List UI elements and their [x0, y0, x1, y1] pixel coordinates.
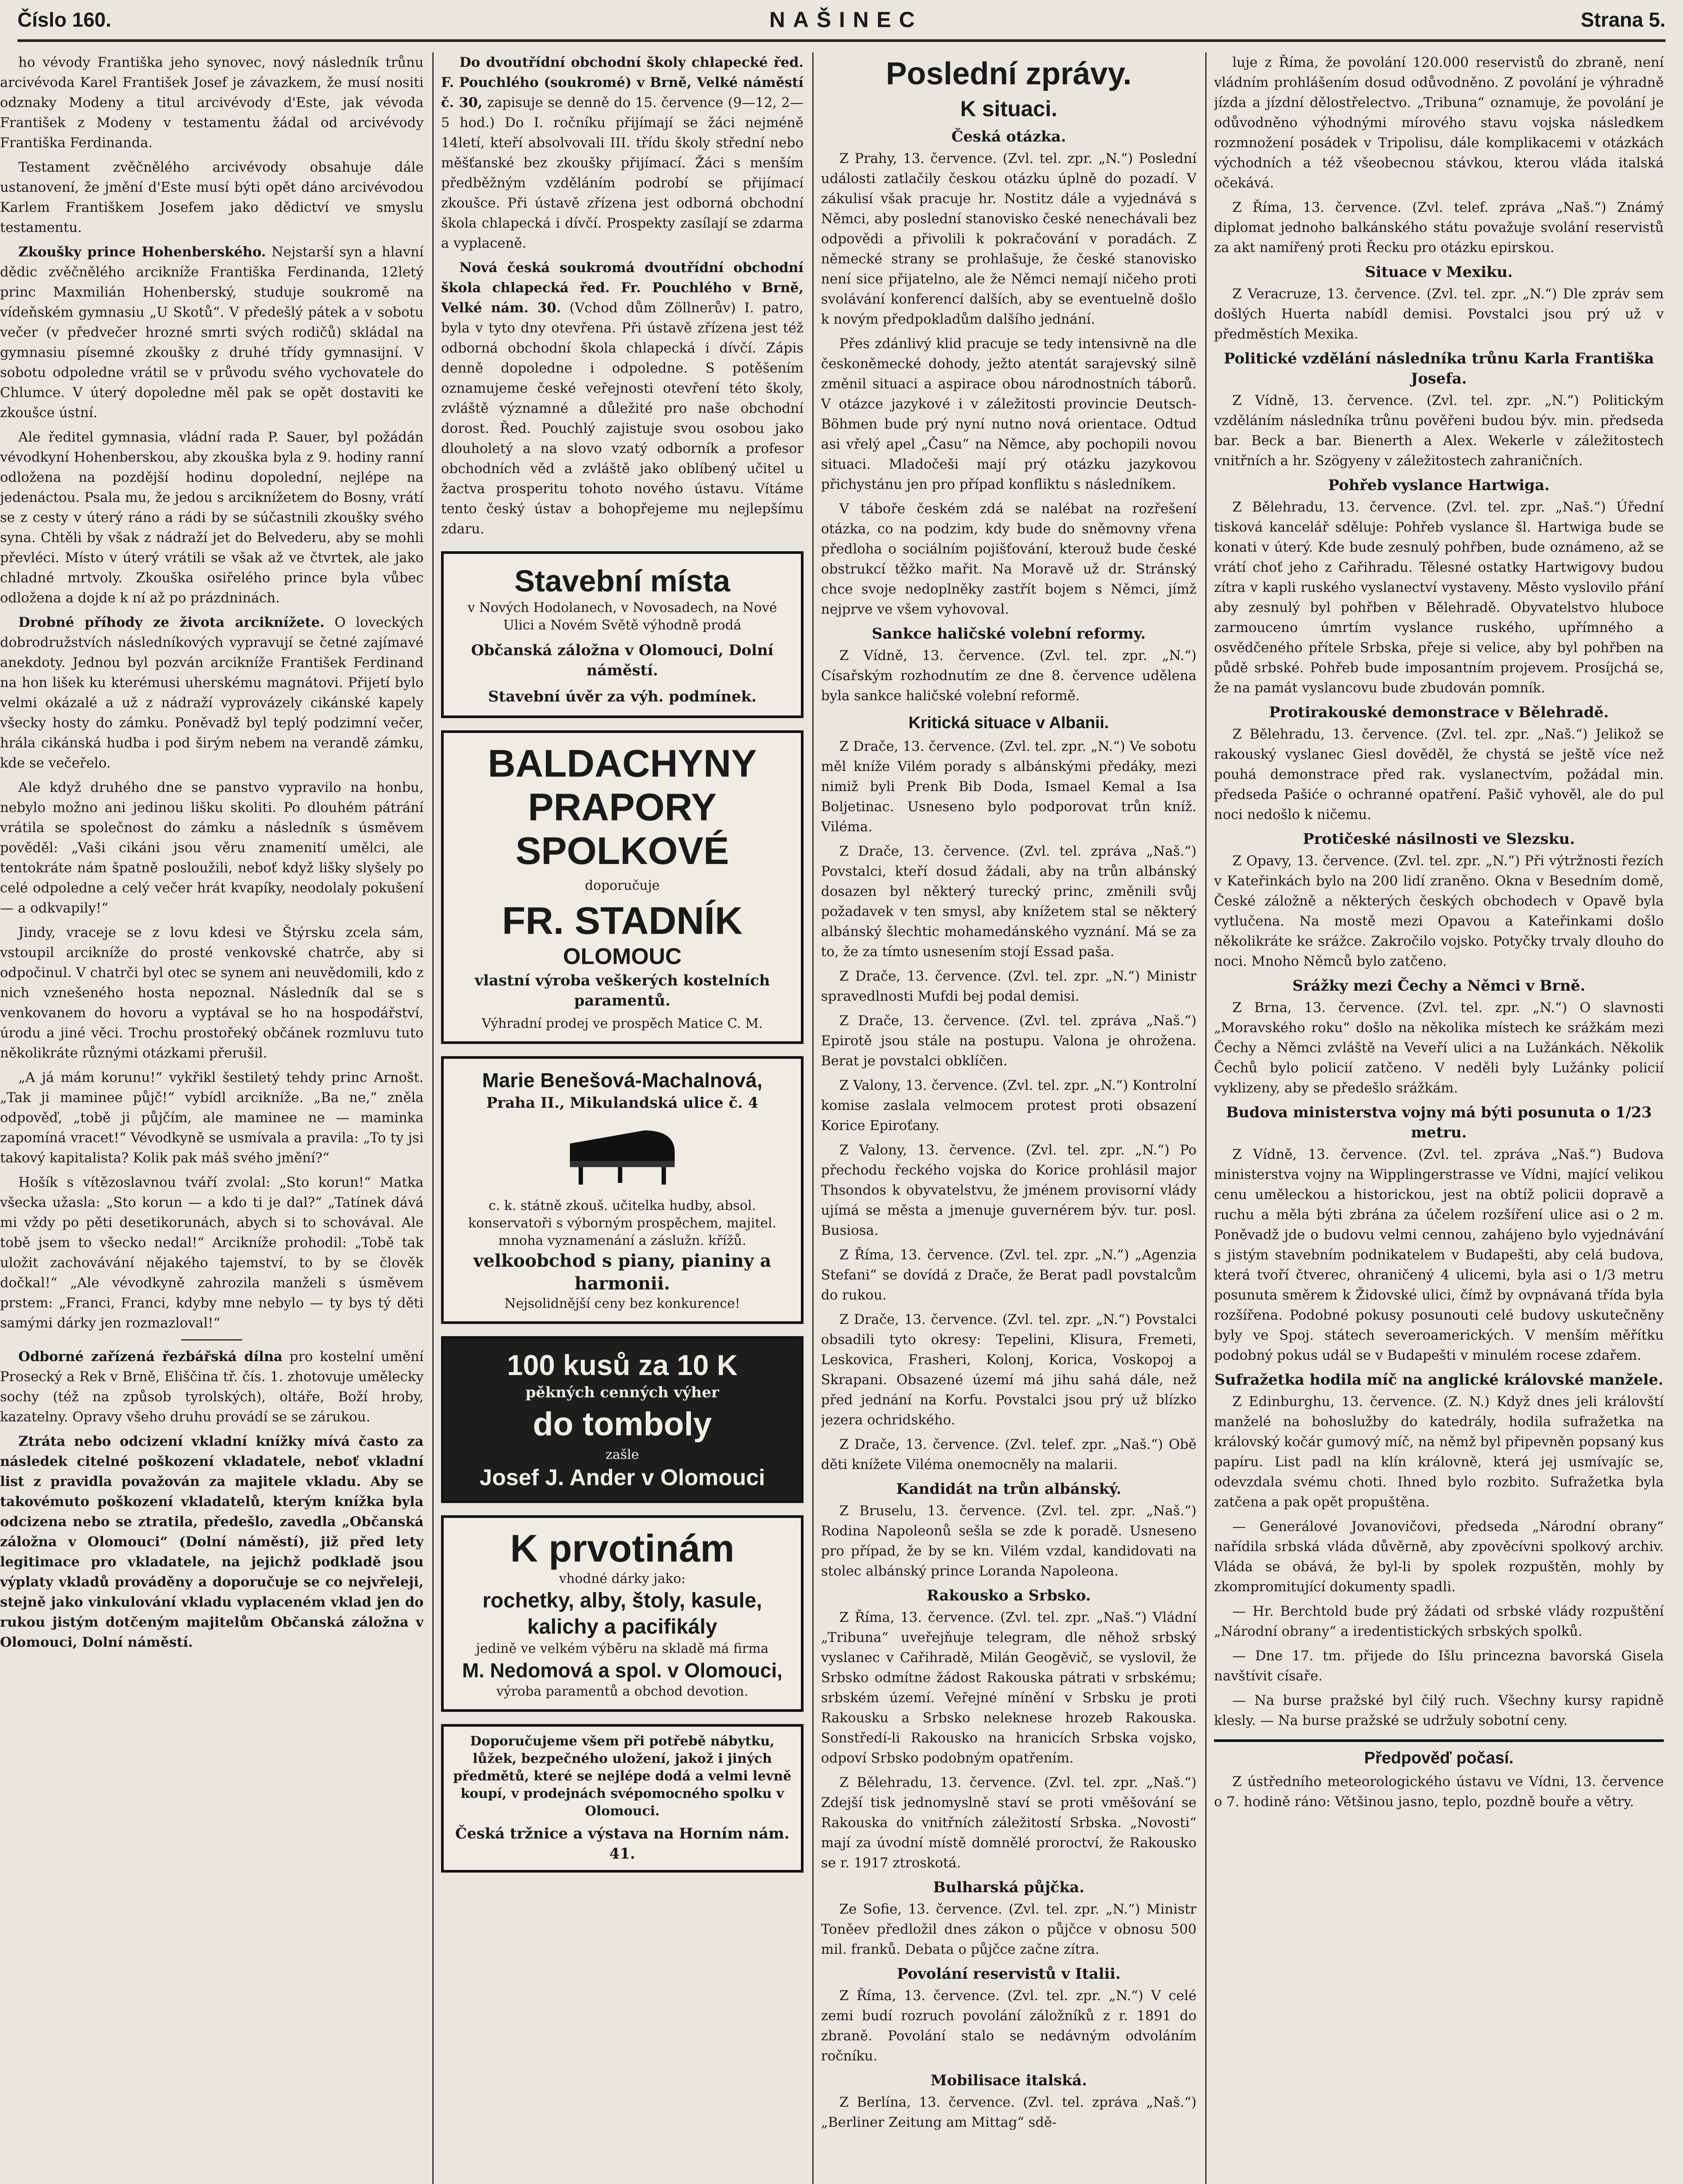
article-paragraph: Jindy, vraceje se z lovu kdesi ve Štýrsku zcela sám, vstoupil arcikníže do prosté venkovské chatrče, aby si odpočinul. V chatrči byl otec se synem ani neuvědomili, kdo z nich vznešeného hosta nepoznal. Následník dal se s venkovanem do hovoru a vyptával se ho na hospodářství, úrodu a jiné věci. Trochu prostořeký občánek rozmluvu tuto několikráte různými otázkami přerušil.	[0, 925, 424, 1061]
article-paragraph: Z Drače, 13. července. (Zvl. tel. zpr. „N.“) Ministr spravedlnosti Mufdi bej podal demisi.	[821, 968, 1197, 1004]
ad-title: Marie Benešová-Machalnová,	[482, 1069, 762, 1092]
ad-piano	[441, 1056, 804, 1324]
column-3	[821, 52, 1197, 2184]
article-heading: Sufražetka hodila míč na anglické královské manžele.	[1214, 1371, 1663, 1389]
ad-line: zašle	[605, 1447, 639, 1462]
article-paragraph: ho vévody Františka jeho synovec, nový následník trůnu arcivévoda Karel František Josef je závazkem, že musí nositi odznaky Modeny a titul arcivévody d'Este, jak vévoda František z Modeny v testamentu žádal od arcivévody Františka Ferdinanda.	[0, 55, 424, 151]
article-heading: Situace v Mexiku.	[1365, 263, 1513, 281]
article-paragraph: Ze Sofie, 13. července. (Zvl. tel. zpr. „N.“) Ministr Toněev předložil dnes zákon o půjčce v obnosu 500 mil. franků. Debata o půjčce začne zítra.	[821, 1901, 1197, 1957]
ad-line: SPOLKOVÉ	[515, 829, 729, 872]
article-heading: Kandidát na trůn albánský.	[896, 1480, 1121, 1498]
ad-firm: Česká tržnice a výstava na Horním nám. 41.	[455, 1825, 790, 1863]
article-paragraph: Z Říma, 13. července. (Zvl. telef. zpráva „Naš.“) Známý diplomat jednoho balkánského státu považuje svolání reservistů za akt namířený proti Řecku pro otázku epirskou.	[1214, 200, 1664, 256]
ad-stavebni-mista	[441, 551, 804, 718]
ad-footer: Výhradní prodej ve prospěch Matice C. M.	[482, 1016, 763, 1031]
article-paragraph: Z Drače, 13. července. (Zvl. tel. zpráva „Naš.“) Epirotě jsou stále na postupu. Valona je ohrožena. Berat je povstalci obklíčen.	[821, 1013, 1197, 1069]
article-paragraph: Z Prahy, 13. července. (Zvl. tel. zpr. „N.“) Poslední události zatlačily českou otázku úplně do pozadí. V zákulisí však pracuje hr. Nostitz dále a vyjednává s Němci, aby poslední stanovisko české nenechávali bez odpovědi a přivolili k pokračování v poradách. Z německé strany se prohlašuje, že české stanovisko není sice přijatelno, ale že Němci nemají ničeho proti svolávání konferencí dalších, aby se eventuelně došlo k novým předpokladům dalšího jednání.	[821, 151, 1197, 327]
separator	[181, 1339, 242, 1341]
article-heading: Kritická situace v Albanii.	[908, 714, 1109, 732]
article-paragraph: „A já mám korunu!“ vykřikl šestiletý tehdy princ Arnošt. „Tak ji maminee půjč!“ vybídl arcikníže. „Ba ne,“ zněla odpověď, „tobě ji půjčím, ale maminee ne — maminka zapomíná vracet!“ Vévodkyně se usmívala a pravila: „To ty jsi takový kapitalista? Kolik pak máš svého jmění?“	[0, 1070, 424, 1166]
article-paragraph: Z Bělehradu, 13. července. (Zvl. tel. zpr. „Naš.“) Zdejší tisk jednomyslně staví se proti vměšování se Rakouska do vnitřních záležitostí Srbska. „Novosti“ mají za úvodní místě domnělé proroctví, že Rakousko se r. 1917 ztroskotá.	[821, 1775, 1197, 1871]
ad-line: pěkných cenných výher	[525, 1384, 719, 1401]
article-paragraph: Z ústředního meteorologického ústavu ve Vídni, 13. července o 7. hodině ráno: Většinou jasno, teplo, pozdně bouře a větry.	[1214, 1774, 1664, 1810]
ad-title: K prvotinám	[510, 1527, 735, 1570]
column-4	[1214, 52, 1664, 2184]
notice-paragraph	[441, 258, 804, 539]
notice-text: zapisuje se denně do 15. července (9—12, 2—5 hod.) Do I. ročníku přijímají se žáci nejméně 14letí, kteří absolvovali III. třídu školy střední nebo měšťanské bez zkoušky přijímací. Žáci s menším předběžným vzděláním podrobí se přijímací zkoušce. Při ústavě zřízena jest odborná obchodní škola chlapecká i dívčí. Prospekty zasílají se zdarma a vyplaceně.	[441, 95, 804, 251]
article-paragraph: Ztráta nebo odcizení vkladní knížky mívá často za následek citelné poškození vkladatele, neboť vkladní list z pravidla považován za majitele vkladu. Aby se takovémuto poškození vkladatelů, kterým knížka byla odcizena nebo se ztratila, předešlo, zavedla „Občanská záložna v Olomouci“ (Dolní náměstí), již před lety legitimace pro vkladatele, na jejichž podkladě jsou výplaty vkladů prováděny a doporučuje se co nejvřeleji, stejně jako vinkulování vkladu vyplaceném vklad jen do rukou jistým dotčeným majitelům Občanská záložna v Olomouci, Dolní náměstí.	[0, 1434, 424, 1650]
ad-items: rochetky, alby, štoly, kasule, kalichy a pacifikály	[482, 1589, 762, 1638]
article-heading: Pohřeb vyslance Hartwiga.	[1328, 477, 1550, 494]
article-paragraph: Z Bělehradu, 13. července. (Zvl. tel. zpr. „Naš.“) Úřední tisková kancelář sděluje: Pohřeb vyslance šl. Hartwiga bude se konati v úterý. Kde bude zesnulý pohřben, bude oznámeno, až se vrátí choť jeho z Cařihradu. Tělesné ostatky Hartwigovy budou zítra v kapli ruského vyslanectví vystaveny. Město vyslovilo přání aby zesnulý byl pohřben v Bělehradě. Obyvatelstvo hluboce zarmouceno úmrtím vyslance ruského, upřímného a osvědčeného přítele Srbska, přeje si velice, aby byl pohřben na půdě srbské. Pohřeb bude imposantním projevem. Prosíjchá se, že na památ vyslancovu bude zbudován pomník.	[1214, 499, 1664, 696]
notice-paragraph	[441, 52, 804, 253]
article-heading: Bulharská půjčka.	[933, 1879, 1085, 1896]
article-heading: Česká otázka.	[951, 128, 1066, 145]
article-paragraph: Z Drače, 13. července. (Zvl. tel. zpr. „N.“) Povstalci obsadili tyto okresy: Tepelini, Klisura, Fremeti, Leskovica, Frasheri, Kolonj, Korica, Voskopoj a Skrapani. Obsazené území má jihu sahá dále, než před jednání na Korfu. Povstalci jsou prý už blízko jezera ochridského.	[821, 1312, 1197, 1428]
ad-address: Praha II., Mikulandská ulice č. 4	[486, 1094, 759, 1112]
article-paragraph: Z Říma, 13. července. (Zvl. tel. zpr. „N.“) „Agenzia Stefani“ se dovídá z Drače, že Berat padl povstalcům do rukou.	[821, 1247, 1197, 1303]
ad-baldachyny	[441, 730, 804, 1044]
ad-prvotiny	[441, 1515, 804, 1712]
article-heading: Sankce haličské volební reformy.	[872, 625, 1146, 643]
article-paragraph: Z Bruselu, 13. července. (Zvl. tel. zpr. „Naš.“) Rodina Napoleonů sešla se zde k poradě. Usneseno pro případ, že by se kn. Vilém vzdal, kandidovati na stolec albánský prince Loranda Napoleona.	[821, 1503, 1197, 1579]
ad-text: jedině ve velkém výběru na skladě má firma	[476, 1641, 769, 1656]
article-paragraph: Přes zdánlivý klid pracuje se tedy intensivně na dle českoněmecké dohody, ježto atentát sarajevský silně změnil situaci a aspirace obou národnostních táborů. V otázce jazykové i v záležitosti provincie Deutsch-Böhmen bude prý nyní nutno nová orientace. Odtud asi vřelý apel „Času“ na Němce, aby pochopili novou situaci. Mladočeši mají prý otázku jazykovou přichystánu jen pro případ konfliktu s následníkem.	[821, 336, 1197, 492]
article-paragraph: Z Valony, 13. července. (Zvl. tel. zpr. „N.“) Po přechodu řeckého vojska do Korice prohlásil major Thsondos k obyvatelstvu, že jménem provisorní vlády ujímá se města a jmenuje guvernérem býv. tur. posl. Busiosa.	[821, 1142, 1197, 1238]
article-paragraph: — Generálové Jovanovičovi, předseda „Národní obrany“ nařídila srbská vláda důvěrně, aby zpověcívni spolkový archiv. Vláda se obává, že byl-li by spolek rozpuštěn, mohly by zkompromitující dokumenty spadli.	[1214, 1519, 1664, 1595]
ad-tombola	[441, 1336, 804, 1503]
article-paragraph: Z Berlína, 13. července. (Zvl. tel. zpráva „Naš.“) „Berliner Zeitung am Mittag“ sdě-	[821, 2094, 1197, 2130]
ad-title: Stavební místa	[514, 564, 731, 598]
article-heading: Drobné příhody ze života arciknížete.	[18, 615, 325, 630]
notice-heading: Do dvoutřídní obchodní školy chlapecké řed. F. Pouchlého (soukromé) v Brně, Velké náměstí č. 30,	[441, 55, 804, 111]
ad-company: FR. STADNÍK	[502, 899, 743, 942]
article-paragraph: — Dne 17. tm. přijede do Išlu princezna bavorská Gisela navštívit císaře.	[1214, 1648, 1664, 1684]
article-text: pro kostelní umění Prosecký a Rek v Brně, Eliščina tř. čís. 1. zhotovuje umělecky sochy (též na způsob tyrolských), oltáře, Boží hroby, kazatelny. Opravy všeho druhu provádí se se zárukou.	[0, 1349, 424, 1425]
ad-description: vlastní výroba veškerých kostelních paramentů.	[474, 972, 770, 1009]
article-heading: Zkoušky prince Hohenberského.	[18, 244, 266, 260]
article-paragraph: Z Bělehradu, 13. července. (Zvl. tel. zpr. „Naš.“) Jelikož se rakouský vyslanec Giesl dověděl, že chystá se ještě více než pouhá demonstrace před rak. vyslanectvím, požádal min. předseda Pašiće o ochranné opatření. Pašič vyhověl, ale do pul noci nedošlo k ničemu.	[1214, 726, 1664, 822]
article-paragraph: Z Valony, 13. července. (Zvl. tel. zpr. „N.“) Kontrolní komise zaslala velmocem protest proti obsazení Korice Epiroťany.	[821, 1078, 1197, 1133]
article-paragraph: Z Vídně, 13. července. (Zvl. tel. zpr. „N.“) Císařským rozhodnutím ze dne 8. července udělena byla sankce haličské volební reformě.	[821, 648, 1197, 704]
column-rule	[1205, 52, 1207, 2184]
ad-trznice	[441, 1724, 804, 1873]
article-paragraph	[0, 242, 424, 423]
article-paragraph: V táboře českém zdá se nalébat na rozřešení otázka, co na podzim, kdy bude do sněmovny vřena předloha o sociálním pojišťování, kterouž bude české obstrukcí těžko mařit. Na Moravě už dr. Stránský chce svoje nedoplněky zastřít bojem s Němci, jímž nejprve ve všem vyhovoval.	[821, 501, 1197, 617]
article-paragraph: Z Drače, 13. července. (Zvl. tel. zpráva „Naš.“) Povstalci, kteří dosud žádali, aby na trůn albánský dosazen byl některý turecký princ, změnili svůj požadavek v ten smysl, aby knížetem stal se některý albánský šlechtic mohamedánského vyznání. Má se za to, že za tímto usnesením stojí Essad paša.	[821, 843, 1197, 960]
ad-company: M. Nedomová a spol. v Olomouci,	[462, 1659, 783, 1682]
article-paragraph: Ale když druhého dne se panstvo vypravilo na honbu, nebylo možno ani jedinou lišku skoliti. Po dlouhém pátrání vrátila se společnost do zámku a následník s úsměvem pověděl: „Vaši cikáni jsou věru znamenití umělci, ale tentokráte nám špatně posloužili, neboť když lišky slyšely po celé odpoledne a celý večer hrát kvapíky, neodolaly pokušení — a odkvapily!“	[0, 780, 424, 916]
ad-city: OLOMOUC	[563, 944, 682, 969]
article-text: O loveckých dobrodružstvích následníkových vypravují se četné zajímavé anekdoty. Jednou byl pozván arcikníže František Ferdinand na hon lišek ku kterémusi uherskému magnátovi. Přijetí bylo velmi okázalé a už z nádraží vyprovázely cikánské kapely všecky hosty do zámku. Poněvadž byl teplý podzimní večer, hrála cikánská hudba i pod širým nebem na verandě zámku, kde se večeřelo.	[0, 615, 424, 771]
issue-number: Číslo 160.	[17, 8, 111, 31]
masthead	[17, 0, 1666, 42]
ad-footer: Nejsolidnější ceny bez konkurence!	[504, 1296, 740, 1311]
article-paragraph: Z Veracruze, 13. července. (Zvl. tel. zpr. „N.“) Dle zpráv sem došlých Huerta nabídl demisi. Povstalci jsou prý už v předměstích Mexika.	[1214, 286, 1664, 342]
notice-heading: Nová česká soukromá dvoutřídní obchodní škola chlapecká řed. Fr. Pouchlého v Brně, Velké nám. 30.	[441, 260, 804, 316]
article-heading: Předpověď počasí.	[1364, 1749, 1514, 1767]
article-heading: Odborné zařízená řezbářská dílna	[18, 1349, 283, 1365]
article-heading: Politické vzdělání následníka trůnu Karla Františka Josefa.	[1224, 350, 1654, 387]
article-heading: Povolání reservistů v Italii.	[897, 1965, 1121, 1983]
column-rule	[812, 52, 814, 2184]
ad-line: BALDACHYNY	[488, 742, 757, 785]
column-rule	[432, 52, 434, 2184]
ad-recommend: doporučuje	[585, 878, 660, 893]
article-heading: Mobilisace italská.	[930, 2072, 1087, 2089]
piano-icon	[566, 1117, 679, 1187]
column-1	[0, 52, 424, 2184]
notice-text: (Vchod dům Zöllnerův) I. patro, byla v tyto dny otevřena. Při ústavě zřízena jest též odborná obchodní škola chlapecká i dívčí. Zápis denně dopoledne i odpoledne. S potěšením oznamujeme české veřejnosti otevření této školy, zvláště významné a důležité pro naše obchodní dorost. Řed. Pouchlý zajistuje svou osobou jako dlouholetý a na slovo vzatý odborník a profesor obchodních věd a zvláště jako oblíbený učitel u žactva prosperitu tohoto nového ústavu. Vítáme tento český ústav a bohopřejeme mu nejlepšímu zdaru.	[441, 300, 804, 537]
article-paragraph: Z Říma, 13. července. (Zvl. tel. zpr. „N.“) V celé zemi budí rozruch povolání záložníků z r. 1891 do zbraně. Povolání stalo se nedávným odvoláním ročníku.	[821, 1988, 1197, 2064]
article-paragraph: Z Opavy, 13. července. (Zvl. tel. zpr. „N.“) Při výtržnosti řezích v Kateřinkách bylo na 200 lidí zraněno. Okna v Besedním domě, České záložně a některých českých obchodech v Opavě byla vytlučena. Na mostě mezi Opavou a Kateřinkami došlo několikráte ke srážce. Zakročilo vojsko. Potyčky trvaly dlouho do noci. Mnoho Němců bylo zatčeno.	[1214, 853, 1664, 969]
section-title: Poslední zprávy.	[886, 56, 1132, 91]
ad-headline: velkoobchod s piany, pianiny a harmonii.	[473, 1251, 772, 1294]
article-heading: Srážky mezi Čechy a Němci v Brně.	[1292, 977, 1586, 995]
article-paragraph: Z Říma, 13. července. (Zvl. tel. zpr. „Naš.“) Vládní „Tribuna“ uveřejňuje telegram, dle něhož srbský vyslanec v Cařihradě, Milán Geogěvič, se vyslovil, že Srbsko odmítne žádost Rakouska pátrati v srbskému; srbském území. Veřejné mínění v Srbsku je proti Rakousku a Srbsko neleknese hrozeb Rakouska. Sonstředí-li Rakousko na hranicích Srbska vojsko, odpoví Srbsko podobným opatřením.	[821, 1610, 1197, 1766]
article-paragraph: Z Brna, 13. července. (Zvl. tel. zpr. „N.“) O slavnosti „Moravského roku“ došlo na několika místech ke srážkám mezi Čechy a Němci zvláště na Veveří ulici a na Lužánkách. Několik Čechů bylo policií zatčeno. V neděli byly Lužánky policií vyklizeny, aby se předešlo srážkám.	[1214, 1000, 1664, 1096]
ad-text: c. k. státně zkouš. učitelka hudby, absol. konservatoři s výborným prospěchem, majitel. mnoha vyznamenání a záslužn. křížů.	[468, 1198, 776, 1248]
article-paragraph: Hošík s vítězoslavnou tváří zvolal: „Sto korun!“ Matka všecka užasla: „Sto korun — a kdo ti je dal?“ „Tatínek dává mi vždy po pěti desetikorunách, abych si to schovával. Ale tobě jsem to všecko nedal!“ Arcikníže prohodil: „Tobě tak uložit zachovávání nějakého tajemství, to by se člověk dočkal!“ „Ale vévodkyně zahrozila manželi s úsměvem prstem: „Franci, Franci, kdyby mne nebylo — ty bys tý děti samými dárky jen rozmazloval!“	[0, 1175, 424, 1331]
ad-footer: Stavební úvěr za výh. podmínek.	[488, 688, 757, 705]
article-paragraph	[0, 1347, 424, 1427]
article-paragraph: Z Vídně, 13. července. (Zvl. tel. zpr. „N.“) Politickým vzděláním následníka trůnu pověřeni budou býv. min. předseda bar. Beck a bar. Bienerth a Alex. Wekerle v záležitostech vnitřních a hr. Szögyeny v záležitostech zahraničních.	[1214, 393, 1664, 469]
ad-subtitle: vhodné dárky jako:	[559, 1571, 686, 1586]
article-text: Nejstarší syn a hlavní dědic zvěčnělého arcikníže Františka Ferdinanda, 12letý princ Maxmilián Hohenberský, studuje soukromě na vídeňském gymnasiu „U Skotů“. V předešlý pátek a v sobotu večer (v předvečer hrozné smrti svých rodičů) skládal na gymnasiu písemné zkoušky z druhé třídy gymnasijní. V sobotu odpoledne vrátil se v průvodu svého vychovatele do Chlumce. V úterý dopoledne měl pak se opět dostaviti ke zkoušce ústní.	[0, 244, 424, 421]
ad-line: 100 kusů za 10 K	[507, 1349, 738, 1381]
article-paragraph: luje z Říma, že povolání 120.000 reservistů do zbraně, není vládním prohlášením dosud odůvodněno. Z povolání je výhradně jízda a jízdní dělostřelectvo. „Tribuna“ oznamuje, že povolání je odůvodněno výhodnými mírového stavu vojska následkem rozmnožení posádek v Tripolisu, dále komplikacemi v otázkách východních a též všeobecnou stávkou, kterou vláda italská očekává.	[1214, 55, 1664, 191]
article-paragraph: Testament zvěčnělého arcivévody obsahuje dále ustanovení, že jmění d'Este musí býti opět dáno arcivévodou Karlem Františkem Josefem jako dědictví ve smyslu testamentu.	[0, 159, 424, 235]
ad-text: Doporučujeme všem při potřebě nábytku, lůžek, bezpečného uložení, jakož i jiných předmětů, které se nejlépe dodá a velmi levně koupí, v prodejnách svépomocného spolku v Olomouci.	[453, 1734, 792, 1819]
article-paragraph: Z Drače, 13. července. (Zvl. tel. zpr. „N.“) Ve sobotu měl kníže Vilém porady s albánskými předáky, mezi nimiž byli Prenk Bib Doda, Ismael Kemal a Isa Boljetinac. Usneseno bylo podporovat trůn kníž. Viléma.	[821, 739, 1197, 835]
newspaper-name: NAŠINEC	[769, 7, 923, 32]
ad-line: PRAPORY	[528, 785, 717, 829]
article-paragraph: Z Drače, 13. července. (Zvl. telef. zpr. „Naš.“) Obě děti knížete Viléma onemocněly na malarii.	[821, 1437, 1197, 1472]
ad-company: Josef J. Ander v Olomouci	[479, 1465, 765, 1490]
article-paragraph: Z Edinburghu, 13. července. (Z. N.) Když dnes jeli královští manželé na bohoslužby do katedrály, hodila sufražetka na královský kočár gumový míč, na němž byl připevněn popsaný kus papíru. List padl na klín královně, která jej usmívajíc se, odevzdala svému choti. Ihned bylo rozbito. Sufražetka byla zatčena a pak opět propuštěna.	[1214, 1394, 1664, 1510]
ad-text: v Nových Hodolanech, v Novosadech, na Nové Ulici a Novém Světě výhodně prodá	[467, 600, 777, 633]
article-paragraph	[0, 612, 424, 773]
ad-description: výroba paramentů a obchod devotion.	[496, 1684, 748, 1699]
article-heading: Protirakouské demonstrace v Bělehradě.	[1269, 704, 1609, 721]
page-number: Strana 5.	[1580, 8, 1666, 31]
article-heading: Protičeské násilnosti ve Slezsku.	[1303, 830, 1575, 848]
article-paragraph: — Na burse pražské byl čilý ruch. Všechny kursy rapidně klesly. — Na burse pražské se udržuly sobotní ceny.	[1214, 1693, 1664, 1728]
article-paragraph: — Hr. Berchtold bude prý žádati od srbské vlády rozpuštění „Národní obrany“ a iredentistických srbských spolků.	[1214, 1603, 1664, 1639]
article-paragraph: Ale ředitel gymnasia, vládní rada P. Sauer, byl požádán vévodkyní Hohenberskou, aby zkouška byla z 9. hodiny ranní odložena na pozdější hodinu dopolední, nejlépe na jedenáctou. Psala mu, že jedou s arciknížetem do Bosny, vrátí se z cesty v úterý ráno a rádi by se súčastnili zkoušky svého syna. Chtěli by však z nádraží jet do Belvederu, aby se mohli převléci. Místo v úterý vrátili se však až ve čtvrtek, ale jako chladné mrtvoly. Zkouška osiřelého prince byla vůbec odložena a dojde k ní až po prázdninách.	[0, 429, 424, 606]
ad-line: do tomboly	[533, 1406, 712, 1443]
article-heading: Rakousko a Srbsko.	[927, 1587, 1091, 1604]
section-subtitle: K situaci.	[960, 97, 1058, 121]
ad-firm: Občanská záložna v Olomouci, Dolní náměstí.	[471, 642, 774, 679]
article-paragraph: Z Vídně, 13. července. (Zvl. tel. zpráva „Naš.“) Budova ministerstva vojny na Wipplingerstrasse ve Vídni, mající velikou cenu uměleckou a historickou, jest na obtíž policii dopravě a ruchu a měla býti zbrána za účelem rozšíření ulice asi o 2 m. Poněvadž jde o budovu velmi cennou, zahájeno bylo vyjednávání s jistým stavebním podnikatelem v Budapešti, aby celá budova, která tvoří čtverec, ohraničený 4 ulicemi, byla asi o 1/3 metru posunuta směrem k Židovské ulici, čímž by ovpnávaná třída byla rozšířena. Podobné pokusy posunouti celé budovy uskutečněny byly ve Spoj. státech severoamerických. V menším měřítku podobný pokus udál se v Budapešti v minulém rocese zdařem.	[1214, 1147, 1664, 1363]
weather-forecast	[1214, 1739, 1664, 1812]
column-2	[441, 52, 804, 2184]
article-heading: Budova ministerstva vojny má býti posunuta o 1/23 metru.	[1226, 1104, 1652, 1141]
